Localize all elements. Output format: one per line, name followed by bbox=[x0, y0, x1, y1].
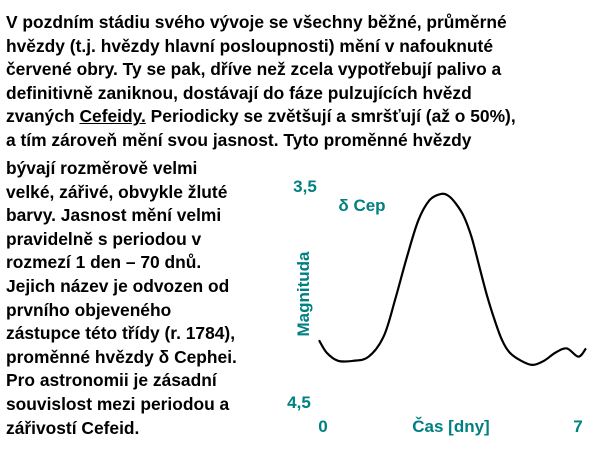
side-line: bývají rozměrově velmi bbox=[6, 158, 198, 178]
y-tick-label-bottom: 4,5 bbox=[287, 393, 311, 412]
side-line: souvislost mezi periodou a bbox=[6, 393, 230, 414]
side-line: rozmezí 1 den – 70 dnů. bbox=[6, 252, 202, 273]
x-axis-label: Čas [dny] bbox=[412, 417, 490, 436]
intro-line-2: hvězdy (t.j. hvězdy hlavní posloupnosti) mění v nafouknuté bbox=[6, 35, 493, 56]
side-line: velké, zářivé, obvykle žluté bbox=[6, 181, 228, 202]
intro-line-4: definitivně zaniknou, dostávají do fáze pulzujících hvězd bbox=[6, 82, 472, 103]
chart-title: δ Cep bbox=[338, 196, 386, 215]
intro-line-5-prefix: zvaných bbox=[6, 106, 80, 127]
side-line: Jejich název je odvozen od bbox=[6, 275, 230, 296]
side-line: prvního objeveného bbox=[6, 299, 172, 320]
side-line: zástupce této třídy (r. 1784), bbox=[6, 323, 236, 344]
side-line: barvy. Jasnost mění velmi bbox=[6, 205, 222, 226]
y-axis-label: Magnituda bbox=[294, 251, 313, 337]
cefeidy-term: Cefeidy. bbox=[79, 106, 146, 127]
side-line: proměnné hvězdy δ Cephei. bbox=[6, 346, 237, 367]
x-tick-label-start: 0 bbox=[318, 417, 328, 436]
magnitude-curve bbox=[319, 194, 586, 365]
x-tick-label-end: 7 bbox=[573, 417, 583, 436]
intro-line-3: červené obry. Ty se pak, dříve než zcela vypotřebují palivo a bbox=[6, 59, 502, 80]
side-line: pravidelně s periodou v bbox=[6, 228, 202, 249]
side-line: zářivostí Cefeid. bbox=[6, 417, 140, 438]
y-tick-label-top: 3,5 bbox=[293, 177, 317, 196]
side-line: Pro astronomii je zásadní bbox=[6, 370, 217, 391]
intro-line-1: V pozdním stádiu svého vývoje se všechny běžné, průměrné bbox=[6, 12, 507, 32]
intro-line-6: a tím zároveň mění svou jasnost. Tyto proměnné hvězdy bbox=[6, 129, 472, 150]
intro-line-5-suffix: Periodicky se zvětšují a smršťují (až o 50%), bbox=[145, 106, 516, 127]
